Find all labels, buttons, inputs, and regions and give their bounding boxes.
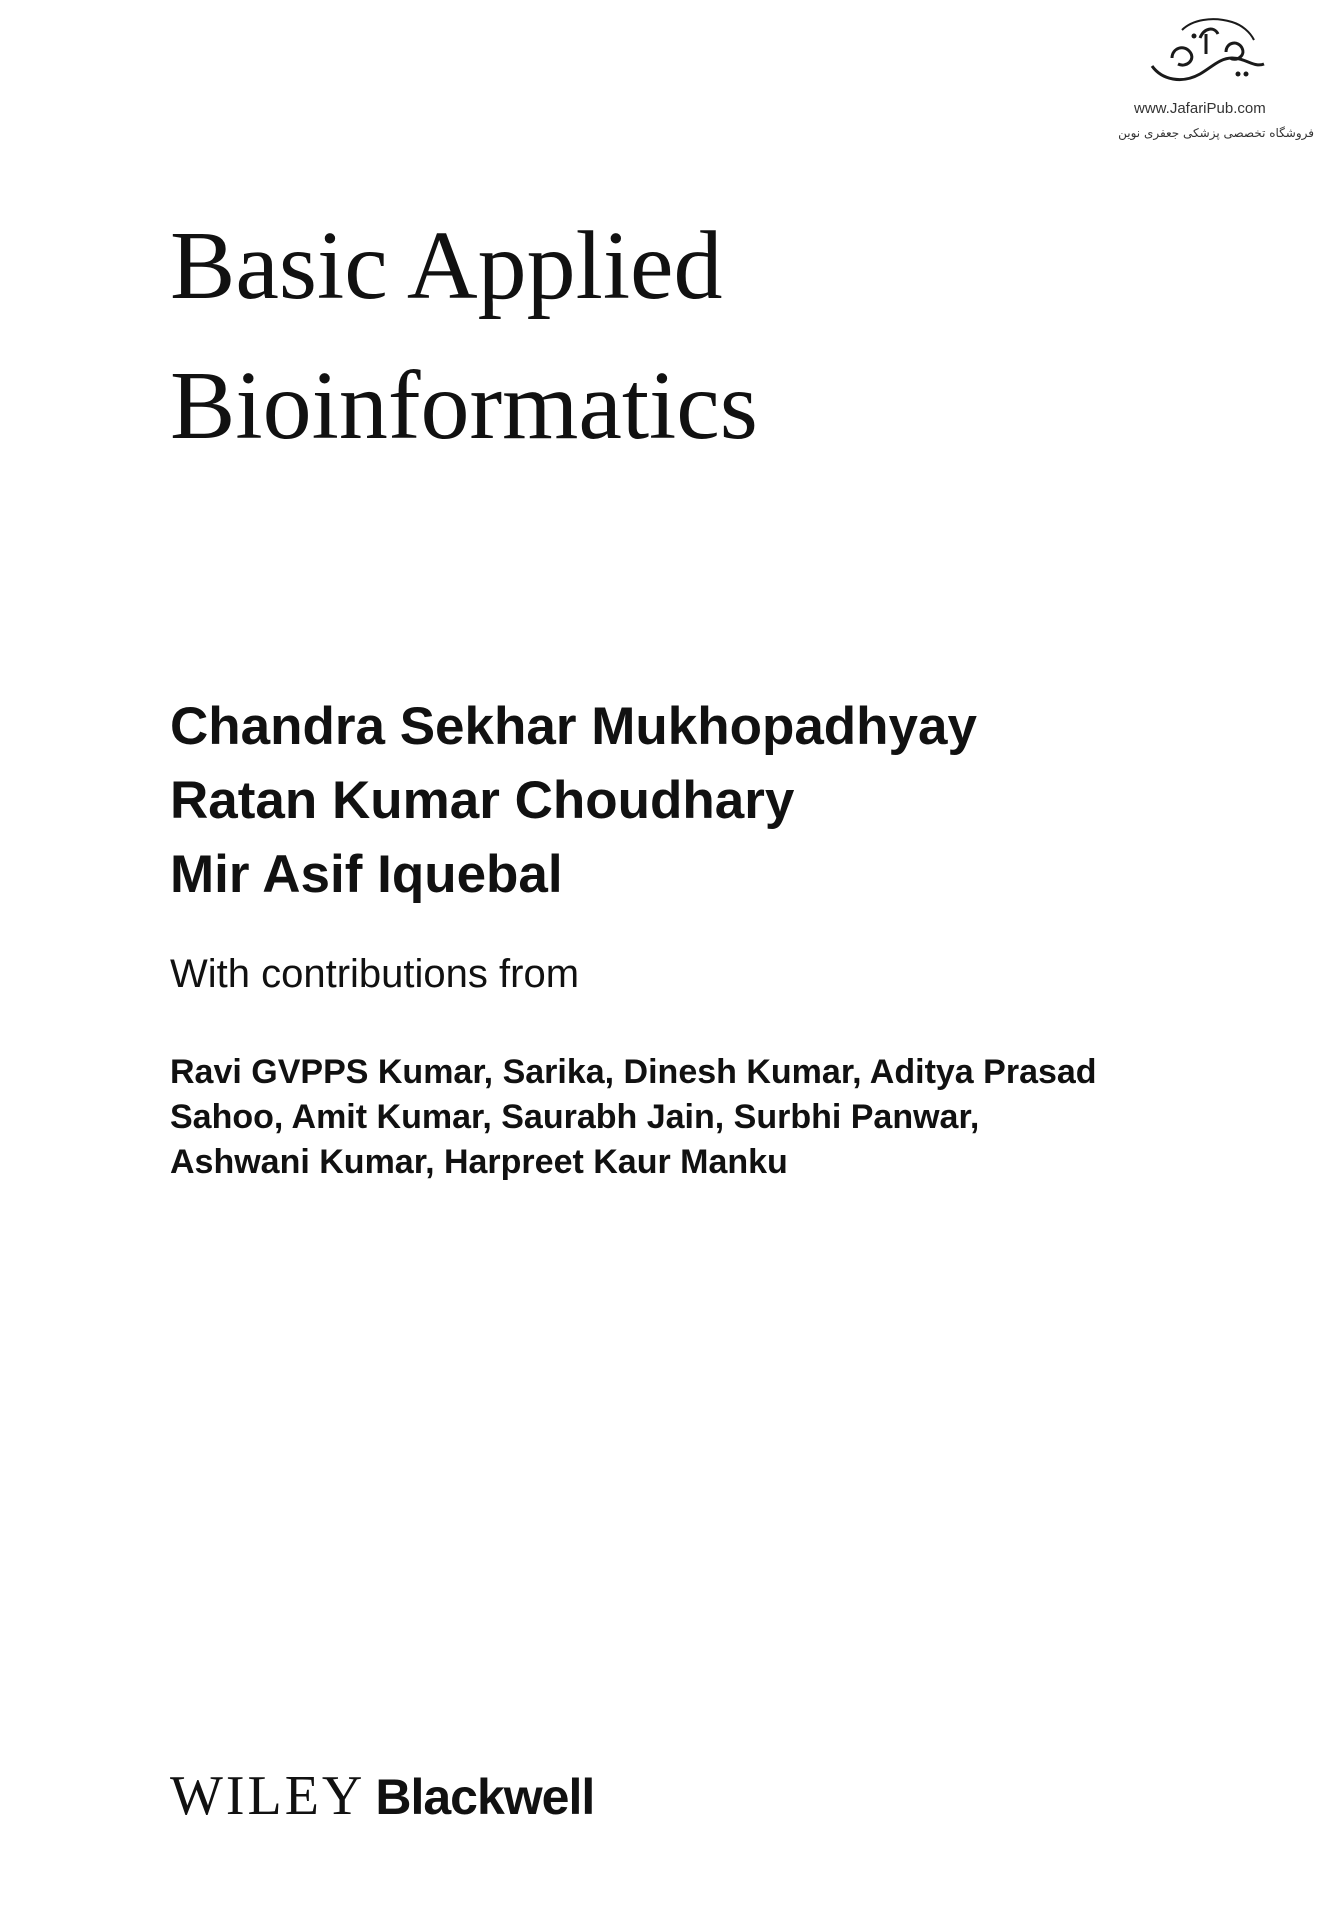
book-title: [170, 196, 758, 476]
publisher-imprint: Blackwell: [375, 1769, 595, 1825]
author-list: [170, 690, 977, 912]
jafaripub-logo-icon: [1142, 14, 1272, 94]
watermark-url: www.JafariPub.com: [1134, 100, 1266, 117]
contributor-line: Ashwani Kumar, Harpreet Kaur Manku: [170, 1143, 788, 1181]
book-title-line-1: Basic Applied: [170, 212, 723, 320]
book-title-line-2: Bioinformatics: [170, 352, 758, 460]
author-name: Mir Asif Iquebal: [170, 845, 563, 904]
contributor-line: Sahoo, Amit Kumar, Saurabh Jain, Surbhi Panwar,: [170, 1098, 980, 1136]
publisher-name: WILEY: [170, 1765, 366, 1827]
contributor-line: Ravi GVPPS Kumar, Sarika, Dinesh Kumar, Aditya Prasad: [170, 1053, 1097, 1091]
contributions-label: With contributions from: [170, 952, 580, 996]
contributor-list: [170, 1050, 1170, 1185]
author-name: Ratan Kumar Choudhary: [170, 771, 795, 830]
author-name: Chandra Sekhar Mukhopadhyay: [170, 697, 977, 756]
publisher-watermark: [1082, 14, 1322, 154]
watermark-store-name: فروشگاه تخصصی پزشکی جعفری نوین: [1118, 126, 1314, 140]
publisher-logo: [170, 1764, 594, 1828]
